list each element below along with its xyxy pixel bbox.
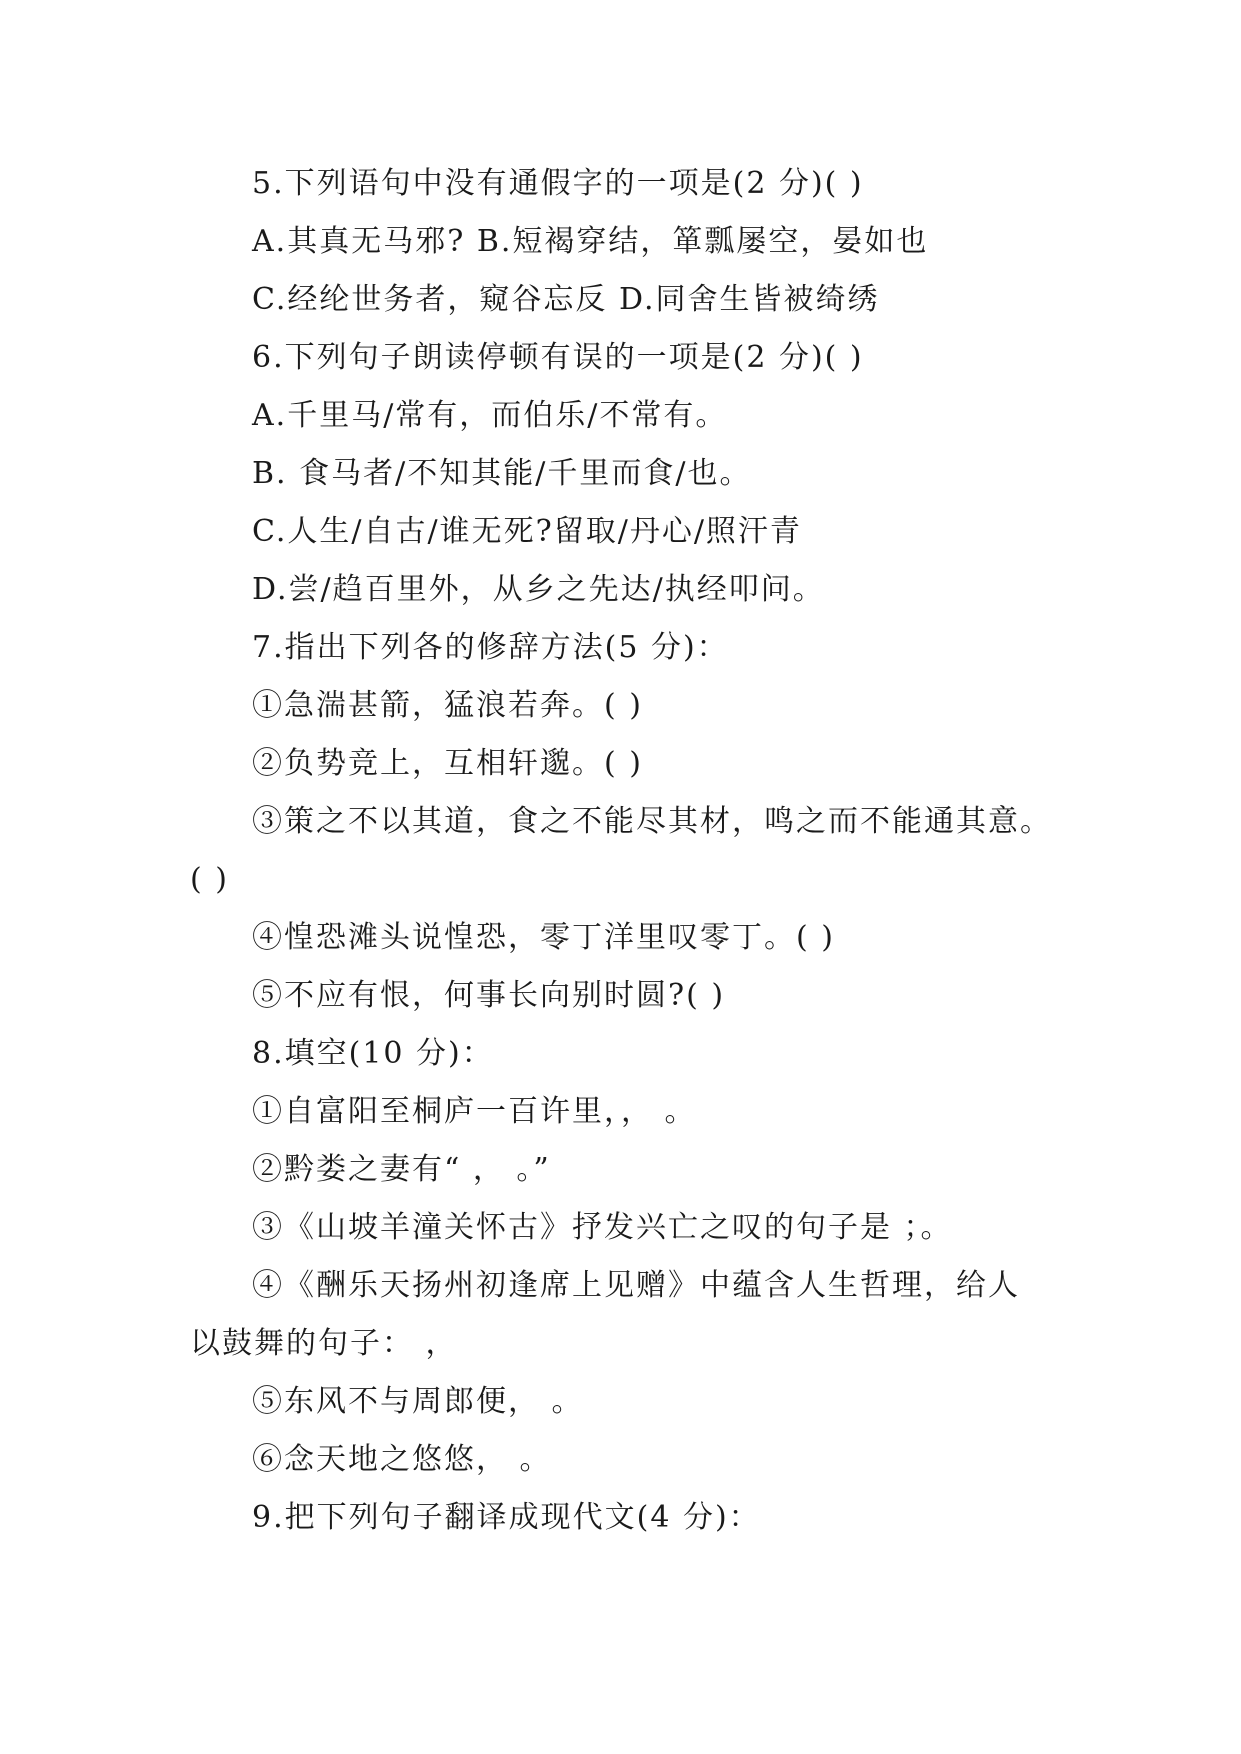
q6-option-a: A.千里马/常有，而伯乐/不常有。	[252, 398, 728, 433]
q7-item-4: ④惶恐滩头说惶恐，零丁洋里叹零丁。( )	[252, 920, 835, 955]
question-8-line: 8.填空(10 分)：	[252, 1036, 494, 1071]
question-5-line: 5.下列语句中没有通假字的一项是(2 分)( )	[252, 166, 864, 201]
question-9-line: 9.把下列句子翻译成现代文(4 分)：	[252, 1500, 761, 1535]
q5-options-cd: C.经纶世务者，窥谷忘反 D.同舍生皆被绮绣	[252, 282, 880, 317]
q6-option-b: B. 食马者/不知其能/千里而食/也。	[252, 456, 752, 491]
q8-item-6: ⑥念天地之悠悠， 。	[252, 1442, 552, 1477]
q7-item-3-continued: ( )	[190, 862, 229, 897]
q6-option-d: D.尝/趋百里外，从乡之先达/执经叩问。	[252, 572, 825, 607]
q8-item-2: ②黔娄之妻有“ ， 。”	[252, 1152, 551, 1187]
q5-options-ab: A.其真无马邪? B.短褐穿结，箪瓢屡空，晏如也	[252, 224, 929, 259]
q7-item-5: ⑤不应有恨，何事长向别时圆?( )	[252, 978, 726, 1013]
q7-item-3: ③策之不以其道，食之不能尽其材，鸣之而不能通其意。	[252, 804, 1052, 839]
question-7-line: 7.指出下列各的修辞方法(5 分)：	[252, 630, 729, 665]
q8-item-3: ③《山坡羊潼关怀古》抒发兴亡之叹的句子是 ；。	[252, 1210, 953, 1245]
document-body	[190, 155, 1070, 1547]
question-6-line: 6.下列句子朗读停顿有误的一项是(2 分)( )	[252, 340, 864, 375]
q7-item-1: ①急湍甚箭，猛浪若奔。( )	[252, 688, 643, 723]
q8-item-4-continued: 以鼓舞的句子： ，	[190, 1326, 458, 1361]
q8-item-4: ④《酬乐天扬州初逢席上见赠》中蕴含人生哲理，给人	[252, 1268, 1020, 1303]
q6-option-c: C.人生/自古/谁无死?留取/丹心/照汗青	[252, 514, 802, 549]
q7-item-2: ②负势竞上，互相轩邈。( )	[252, 746, 643, 781]
q8-item-5: ⑤东风不与周郎便， 。	[252, 1384, 584, 1419]
q8-item-1: ①自富阳至桐庐一百许里，， 。	[252, 1094, 697, 1129]
